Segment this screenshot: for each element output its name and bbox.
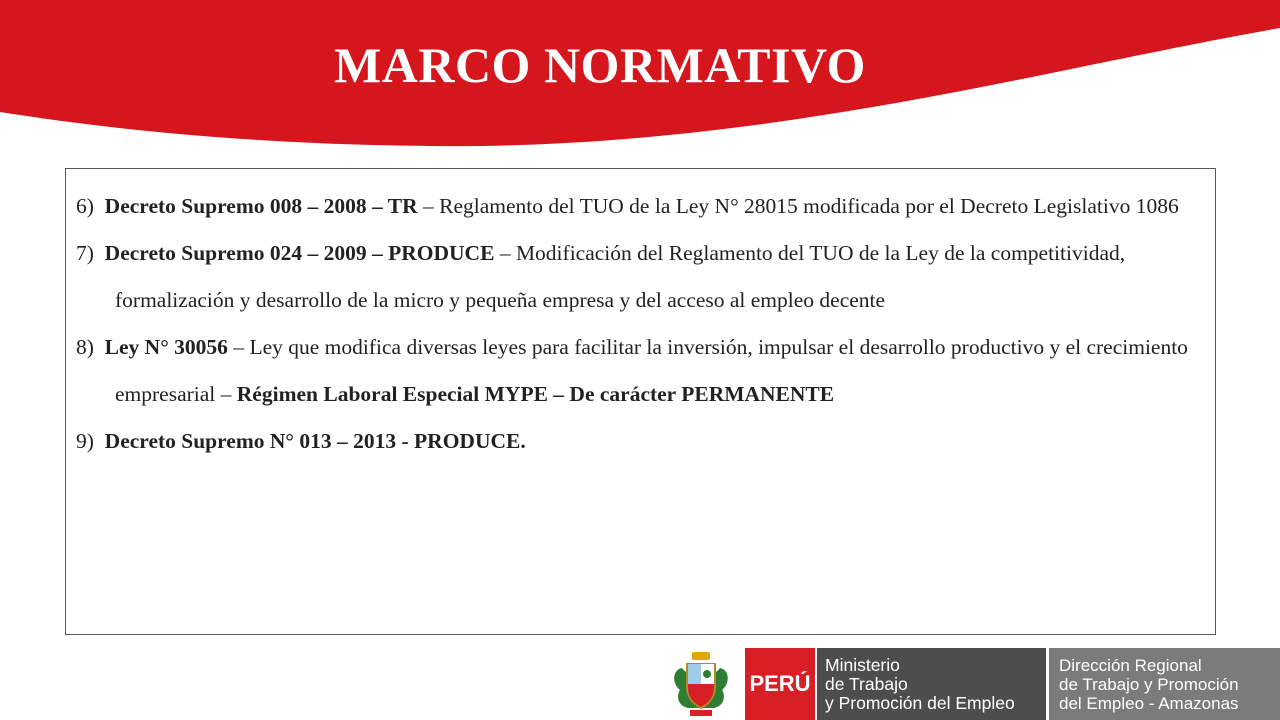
ministry-line: y Promoción del Empleo	[825, 693, 1015, 713]
item-text: – Ley que modifica diversas leyes para facilitar la inversión, impulsar el desarrollo productivo y el crecimiento empresarial –	[115, 335, 1188, 406]
list-item	[76, 183, 1205, 230]
list-item	[76, 324, 1205, 418]
item-text: – Modificación del Reglamento del TUO de la Ley de la competitividad, formalización y desarrollo de la micro y pequeña empresa y del acceso al empleo decente	[115, 241, 1126, 312]
item-title: Decreto Supremo 008 – 2008 – TR	[104, 194, 418, 218]
list-item	[76, 230, 1205, 324]
page-title: MARCO NORMATIVO	[334, 37, 866, 93]
item-number: 8)	[76, 335, 94, 359]
coat-of-arms-icon	[670, 650, 732, 718]
direction-line: del Empleo - Amazonas	[1059, 694, 1239, 713]
peru-logo: PERÚ	[745, 648, 815, 720]
item-number: 9)	[76, 429, 94, 453]
item-number: 6)	[76, 194, 94, 218]
item-number: 7)	[76, 241, 94, 265]
ministry-line: Ministerio	[825, 655, 900, 675]
item-title: Decreto Supremo 024 – 2009 – PRODUCE	[104, 241, 495, 265]
direction-line: Dirección Regional	[1059, 656, 1202, 675]
regional-direction-logo	[1049, 648, 1280, 720]
item-title: Decreto Supremo N° 013 – 2013 - PRODUCE.	[104, 429, 526, 453]
item-emphasis: Régimen Laboral Especial MYPE – De carácter PERMANENTE	[236, 382, 835, 406]
normative-list	[65, 168, 1216, 635]
item-text: – Reglamento del TUO de la Ley N° 28015 modificada por el Decreto Legislativo 1086	[417, 194, 1179, 218]
list-item	[76, 418, 1205, 465]
direction-line: de Trabajo y Promoción	[1059, 675, 1239, 694]
item-title: Ley N° 30056	[104, 335, 228, 359]
ministry-line: de Trabajo	[825, 674, 908, 694]
ministry-logo	[817, 648, 1046, 720]
